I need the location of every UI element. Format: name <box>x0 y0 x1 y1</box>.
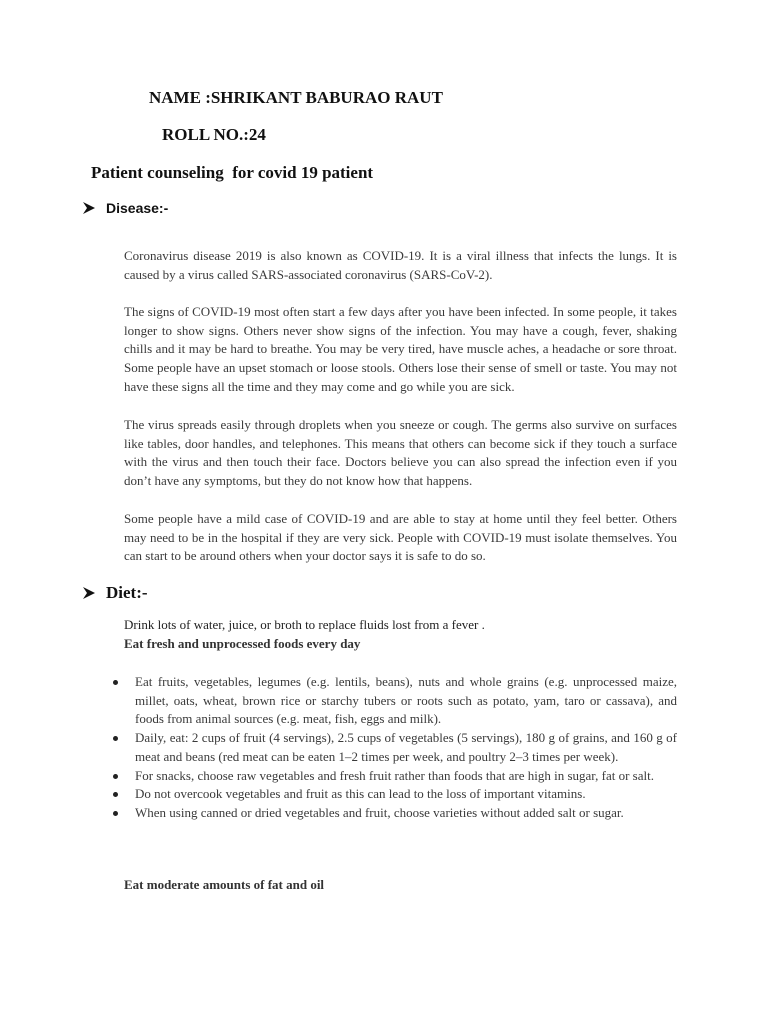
bullet-dot-icon <box>113 792 118 797</box>
list-item-text: For snacks, choose raw vegetables and fresh fruit rather than foods that are high in sugar, fat or salt. <box>135 767 654 783</box>
diet-intro: Drink lots of water, juice, or broth to replace fluids lost from a fever . <box>124 617 485 632</box>
list-item <box>104 729 677 766</box>
diet-heading: Diet:- <box>106 583 148 602</box>
disease-heading: Disease:- <box>106 200 169 216</box>
list-item <box>104 673 677 729</box>
fat-oil-subheading: Eat moderate amounts of fat and oil <box>124 877 325 892</box>
arrow-bullet-icon <box>82 586 96 600</box>
disease-paragraph: Some people have a mild case of COVID-19 and are able to stay at home until they feel better. Others may need to be in the hospital if they are very sick. People with COVID-19 must isolate themselves. You can start to be around others when your doctor says it is safe to do so. <box>124 511 677 564</box>
bullet-dot-icon <box>113 774 118 779</box>
list-item <box>104 804 677 823</box>
arrow-bullet-icon <box>82 201 96 215</box>
list-item-text: Daily, eat: 2 cups of fruit (4 servings), 2.5 cups of vegetables (5 servings), 180 g of grains, and 160 g of meat and beans (red meat can be eaten 1–2 times per week, and poultry 2–3 times per week). <box>135 730 677 764</box>
diet-bullet-list <box>104 673 677 823</box>
fresh-foods-subheading: Eat fresh and unprocessed foods every day <box>124 636 361 651</box>
document-title: Patient counseling for covid 19 patient <box>91 163 374 182</box>
bullet-dot-icon <box>113 811 118 816</box>
list-item-text: Eat fruits, vegetables, legumes (e.g. lentils, beans), nuts and whole grains (e.g. unprocessed maize, millet, oats, wheat, brown rice or starchy tubers or roots such as potato, yam, taro or cassava), and foods from animal sources (e.g. meat, fish, eggs and milk). <box>135 674 677 727</box>
list-item <box>104 785 677 804</box>
list-item <box>104 767 677 786</box>
bullet-dot-icon <box>113 680 118 685</box>
list-item-text: When using canned or dried vegetables and fruit, choose varieties without added salt or sugar. <box>135 804 624 820</box>
diet-section-heading <box>82 583 148 603</box>
list-item-text: Do not overcook vegetables and fruit as this can lead to the loss of important vitamins. <box>135 786 586 802</box>
disease-paragraph: The signs of COVID-19 most often start a few days after you have been infected. In some people, it takes longer to show signs. Others never show signs of the infection. You may have a cough, fever, shaking chills and it may be hard to breathe. You may be very tired, have muscle aches, a headache or sore throat. Some people have an upset stomach or loose stools. Others lose their sense of smell or taste. You may not have these signs all the time and they may come and go while you are sick. <box>124 304 677 394</box>
student-name: NAME :SHRIKANT BABURAO RAUT <box>149 88 443 107</box>
disease-paragraph: Coronavirus disease 2019 is also known as COVID-19. It is a viral illness that infects the lungs. It is caused by a virus called SARS-associated coronavirus (SARS-CoV-2). <box>124 248 677 282</box>
disease-section-heading <box>82 200 168 216</box>
disease-paragraph: The virus spreads easily through droplets when you sneeze or cough. The germs also survive on surfaces like tables, door handles, and telephones. This means that others can become sick if they touch a surface with the virus and then touch their face. Doctors believe you can also spread the infection even if you don’t have any symptoms, but they do not know how that happens. <box>124 417 677 489</box>
bullet-dot-icon <box>113 736 118 741</box>
roll-number: ROLL NO.:24 <box>162 125 266 144</box>
